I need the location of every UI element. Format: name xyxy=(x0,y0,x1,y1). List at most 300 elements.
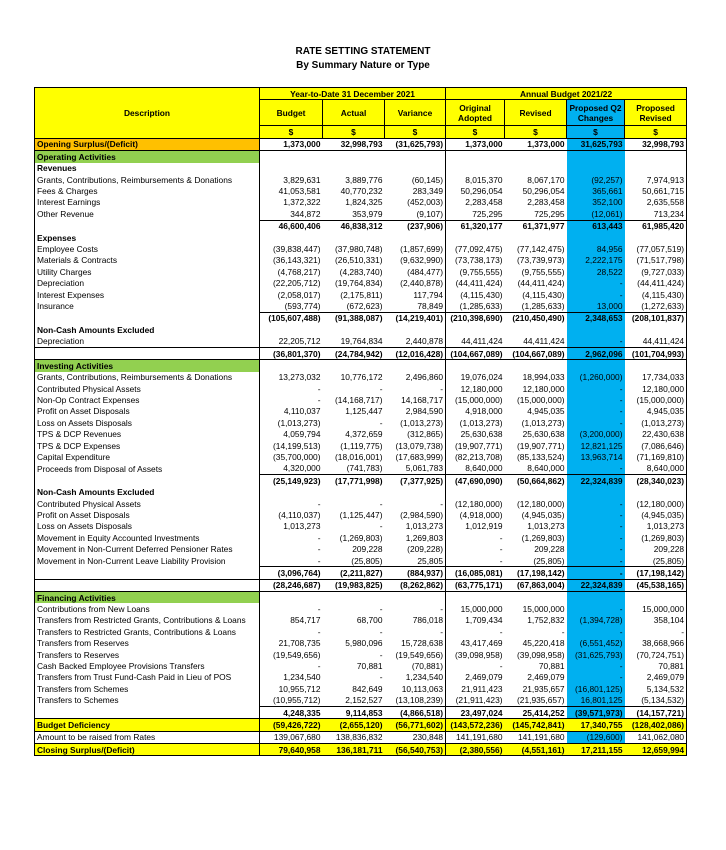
row-label: Contributed Physical Assets xyxy=(35,383,260,394)
cell-budget: 1,234,540 xyxy=(260,672,323,683)
header-annual-group: Annual Budget 2021/22 xyxy=(446,88,687,100)
cell-proposed-q2: - xyxy=(567,335,625,347)
cell-proposed-revised xyxy=(625,324,687,335)
cell-proposed-q2: - xyxy=(567,498,625,509)
cell-actual: (2,211,827) xyxy=(323,567,385,579)
cell-actual: 2,152,527 xyxy=(345,695,383,706)
cell-proposed-q2: 84,956 xyxy=(567,243,625,254)
cell-proposed-q2: - xyxy=(567,406,625,417)
statement-title: RATE SETTING STATEMENT xyxy=(295,46,431,57)
table-row xyxy=(35,289,687,300)
header-revised: Revised xyxy=(505,100,567,126)
cell-budget: (4,768,217) xyxy=(260,266,323,277)
row-label: Financing Activities xyxy=(35,592,260,604)
cell-original-adopted: (12,180,000) xyxy=(446,498,505,509)
table-row xyxy=(35,208,687,220)
cell-original-adopted: (82,213,708) xyxy=(446,451,505,462)
cell-actual xyxy=(323,151,385,163)
table-row xyxy=(35,567,687,579)
cell-revised: 25,630,638 xyxy=(522,429,565,440)
cell-revised: 141,191,680 xyxy=(505,731,567,743)
cell-variance xyxy=(385,151,446,163)
cell-proposed-q2: (1,394,728) xyxy=(567,615,625,626)
currency-label: $ xyxy=(505,126,567,138)
row-label: Movement in Non-Current Deferred Pensioner Rates xyxy=(35,543,260,554)
cell-proposed-revised: 61,985,420 xyxy=(625,220,687,232)
cell-variance: 786,018 xyxy=(412,615,444,626)
cell-proposed-revised: 44,411,424 xyxy=(625,335,687,347)
row-label: Grants, Contributions, Reimbursements & Donations xyxy=(35,174,260,185)
cell-original-adopted: 4,918,000 xyxy=(446,406,505,417)
cell-proposed-revised: 50,661,715 xyxy=(625,185,687,196)
header-ytd-group: Year-to-Date 31 December 2021 xyxy=(260,88,446,100)
cell-budget: (2,058,017) xyxy=(260,289,323,300)
cell-revised: 25,414,252 xyxy=(505,706,567,718)
cell-proposed-revised: 358,104 xyxy=(625,615,687,626)
cell-proposed-q2: 31,625,793 xyxy=(567,138,625,150)
cell-variance: (1,857,699) xyxy=(400,243,444,254)
cell-original-adopted: (77,092,475) xyxy=(446,243,505,254)
cell-variance: (17,683,999) xyxy=(395,452,444,463)
cell-actual: (2,655,120) xyxy=(323,719,385,731)
cell-variance: (4,866,518) xyxy=(385,706,446,718)
row-label: Loss on Assets Disposals xyxy=(35,417,260,428)
cell-variance: 2,440,878 xyxy=(405,336,444,347)
cell-revised: 61,371,977 xyxy=(505,220,567,232)
cell-budget: 46,600,406 xyxy=(260,220,323,232)
row-label: Transfers from Reserves xyxy=(35,638,260,649)
cell-actual: (672,623) xyxy=(346,300,383,311)
cell-original-adopted xyxy=(446,592,505,604)
cell-budget: (3,096,764) xyxy=(260,567,323,579)
cell-proposed-q2: - xyxy=(567,603,625,614)
row-label: Depreciation xyxy=(35,277,260,288)
cell-actual xyxy=(323,232,385,243)
currency-label: $ xyxy=(260,126,323,138)
cell-proposed-revised: (15,000,000) xyxy=(625,394,687,405)
cell-variance: (60,145) xyxy=(411,174,444,185)
cell-revised: (21,935,657) xyxy=(517,695,565,706)
row-label: Non-Cash Amounts Excluded xyxy=(35,324,260,335)
cell-revised: (4,551,161) xyxy=(505,744,567,756)
cell-revised: 12,180,000 xyxy=(522,383,565,394)
cell-revised: 1,752,832 xyxy=(527,615,565,626)
cell-original-adopted: - xyxy=(446,626,505,637)
row-label: TPS & DCP Expenses xyxy=(35,440,260,451)
cell-proposed-q2: 2,222,175 xyxy=(567,255,625,266)
cell-actual: (24,784,942) xyxy=(323,347,385,359)
cell-revised xyxy=(505,232,567,243)
cell-revised: (85,133,524) xyxy=(517,452,565,463)
cell-variance: 117,794 xyxy=(413,289,444,300)
table-row xyxy=(35,744,687,756)
cell-actual: 5,980,096 xyxy=(345,638,383,649)
cell-revised: 45,220,418 xyxy=(522,638,565,649)
table-row xyxy=(35,232,687,243)
cell-proposed-q2: (1,260,000) xyxy=(567,372,625,383)
cell-original-adopted: - xyxy=(446,555,505,567)
cell-actual: 1,125,447 xyxy=(345,406,383,417)
cell-original-adopted: 8,015,370 xyxy=(446,174,505,185)
row-label: Transfers to Restricted Grants, Contributions & Loans xyxy=(35,626,260,637)
cell-variance: (70,881) xyxy=(411,661,444,672)
cell-proposed-revised: (71,517,798) xyxy=(625,255,687,266)
table-row xyxy=(35,360,687,372)
row-label: Contributions from New Loans xyxy=(35,603,260,614)
cell-variance: 2,496,860 xyxy=(405,372,444,383)
cell-revised: (39,098,958) xyxy=(517,649,565,660)
table-row xyxy=(35,185,687,196)
cell-original-adopted: 44,411,424 xyxy=(446,335,505,347)
cell-proposed-revised: (25,805) xyxy=(625,555,687,567)
cell-actual: (19,764,834) xyxy=(335,278,383,289)
cell-budget: 1,013,273 xyxy=(260,521,323,532)
cell-proposed-q2 xyxy=(567,360,625,372)
cell-budget: 1,372,322 xyxy=(260,197,323,208)
cell-actual: (741,783) xyxy=(346,463,383,474)
cell-budget: (39,838,447) xyxy=(260,243,323,254)
cell-budget: 41,053,581 xyxy=(260,185,323,196)
table-row xyxy=(35,731,687,743)
cell-revised xyxy=(505,487,567,498)
cell-proposed-q2: (92,257) xyxy=(567,174,625,185)
table-row xyxy=(35,706,687,718)
cell-revised: 50,296,054 xyxy=(522,186,565,197)
cell-revised xyxy=(505,324,567,335)
cell-actual: - xyxy=(379,649,383,660)
cell-original-adopted: 1,012,919 xyxy=(446,521,505,532)
cell-proposed-revised: (9,727,033) xyxy=(625,266,687,277)
cell-budget: (19,549,656) xyxy=(260,649,323,660)
cell-proposed-revised: (1,013,273) xyxy=(625,417,687,428)
cell-original-adopted xyxy=(446,163,505,174)
cell-proposed-q2: - xyxy=(567,672,625,683)
table-row xyxy=(35,521,687,532)
cell-actual: 32,998,793 xyxy=(323,138,385,150)
cell-proposed-revised: 2,635,558 xyxy=(625,197,687,208)
cell-original-adopted: 19,076,024 xyxy=(446,372,505,383)
row-label xyxy=(35,579,260,591)
cell-variance xyxy=(385,232,446,243)
cell-proposed-revised: (4,945,035) xyxy=(625,509,687,520)
cell-actual: - xyxy=(379,417,383,428)
row-label: Interest Expenses xyxy=(35,289,260,300)
cell-actual: 136,181,711 xyxy=(323,744,385,756)
cell-proposed-q2: 16,801,125 xyxy=(567,695,625,707)
table-row xyxy=(35,277,687,288)
cell-budget: (4,110,037) xyxy=(260,509,323,520)
cell-variance: (19,549,656) xyxy=(395,649,444,660)
cell-original-adopted xyxy=(446,324,505,335)
cell-variance: (2,984,590) xyxy=(400,509,444,520)
cell-actual: - xyxy=(379,521,383,532)
cell-revised xyxy=(505,151,567,163)
cell-proposed-q2: 2,348,653 xyxy=(567,312,625,324)
cell-budget xyxy=(260,487,323,498)
cell-revised: 15,000,000 xyxy=(522,604,565,615)
table-row xyxy=(35,603,687,614)
cell-proposed-q2: 13,963,714 xyxy=(567,451,625,462)
cell-original-adopted: (9,755,555) xyxy=(446,266,505,277)
cell-proposed-q2: (6,551,452) xyxy=(567,638,625,649)
cell-original-adopted: 1,709,434 xyxy=(446,615,505,626)
cell-proposed-q2: - xyxy=(567,660,625,671)
cell-variance: 5,061,783 xyxy=(405,463,444,474)
cell-budget: 854,717 xyxy=(260,615,323,626)
cell-revised: (17,198,142) xyxy=(505,567,567,579)
cell-actual: - xyxy=(379,626,383,637)
cell-variance: 2,984,590 xyxy=(405,406,444,417)
cell-budget: (59,426,722) xyxy=(260,719,323,731)
row-label: Budget Deficiency xyxy=(35,719,260,731)
cell-proposed-revised: 5,134,532 xyxy=(625,683,687,694)
cell-variance xyxy=(385,592,446,604)
header-original-adopted: Original Adopted xyxy=(446,100,505,126)
row-label: Materials & Contracts xyxy=(35,255,260,266)
cell-budget xyxy=(260,151,323,163)
cell-actual: (17,771,998) xyxy=(323,475,385,487)
cell-variance: (7,377,925) xyxy=(385,475,446,487)
cell-actual: 4,372,659 xyxy=(345,429,383,440)
cell-revised: (15,000,000) xyxy=(517,395,565,406)
cell-proposed-revised: 1,013,273 xyxy=(625,521,687,532)
cell-budget: (25,149,923) xyxy=(260,475,323,487)
cell-proposed-revised: 22,430,638 xyxy=(625,429,687,440)
cell-proposed-revised: (44,411,424) xyxy=(625,277,687,288)
cell-original-adopted: (1,285,633) xyxy=(446,300,505,312)
cell-variance: (56,771,602) xyxy=(385,719,446,731)
cell-variance xyxy=(385,324,446,335)
cell-revised: (4,115,430) xyxy=(522,289,565,300)
cell-proposed-revised: (12,180,000) xyxy=(625,498,687,509)
row-label: Revenues xyxy=(35,163,260,174)
cell-proposed-q2: (39,571,973) xyxy=(567,706,625,718)
cell-variance xyxy=(385,360,446,372)
row-label: Transfers to Schemes xyxy=(35,695,260,707)
cell-budget: 10,955,712 xyxy=(260,683,323,694)
cell-budget: (1,013,273) xyxy=(260,417,323,428)
cell-proposed-revised: 8,640,000 xyxy=(625,463,687,475)
cell-revised: - xyxy=(561,626,565,637)
cell-variance: (9,632,990) xyxy=(400,255,444,266)
cell-proposed-q2 xyxy=(567,232,625,243)
cell-proposed-q2: (3,200,000) xyxy=(567,429,625,440)
table-row xyxy=(35,543,687,554)
table-row xyxy=(35,695,687,707)
cell-actual: 10,776,172 xyxy=(340,372,383,383)
cell-original-adopted: (39,098,958) xyxy=(446,649,505,660)
cell-revised: (44,411,424) xyxy=(517,278,565,289)
cell-budget: (14,199,513) xyxy=(260,440,323,451)
cell-proposed-q2: - xyxy=(567,543,625,554)
cell-proposed-revised: (77,057,519) xyxy=(625,243,687,254)
table-row xyxy=(35,660,687,671)
header-budget: Budget xyxy=(260,100,323,126)
table-row xyxy=(35,151,687,163)
cell-actual: (1,125,447) xyxy=(339,509,383,520)
table-row xyxy=(35,312,687,324)
cell-original-adopted: (21,911,423) xyxy=(446,695,505,707)
header-variance: Variance xyxy=(385,100,446,126)
cell-revised: (104,667,089) xyxy=(505,347,567,359)
table-row xyxy=(35,672,687,683)
cell-variance: (884,937) xyxy=(385,567,446,579)
cell-budget: - xyxy=(260,532,323,543)
cell-proposed-revised xyxy=(625,360,687,372)
row-label: Profit on Asset Disposals xyxy=(35,406,260,417)
row-label: Employee Costs xyxy=(35,243,260,254)
cell-variance: (13,108,239) xyxy=(395,695,444,706)
header-actual: Actual xyxy=(323,100,385,126)
cell-original-adopted: 141,191,680 xyxy=(446,731,505,743)
table-row xyxy=(35,383,687,394)
row-label: Utility Charges xyxy=(35,266,260,277)
row-label: Depreciation xyxy=(35,335,260,347)
cell-original-adopted: 15,000,000 xyxy=(446,603,505,614)
cell-original-adopted: - xyxy=(446,543,505,554)
cell-original-adopted: (210,398,690) xyxy=(446,312,505,324)
cell-original-adopted: 25,630,638 xyxy=(446,429,505,440)
cell-revised: (25,805) xyxy=(533,555,565,566)
row-label: Investing Activities xyxy=(35,360,260,372)
cell-actual: - xyxy=(379,383,383,394)
cell-proposed-revised: (5,134,532) xyxy=(625,695,687,707)
cell-proposed-revised: (1,272,633) xyxy=(625,300,687,312)
cell-proposed-revised: 209,228 xyxy=(625,543,687,554)
cell-proposed-revised: (70,724,751) xyxy=(625,649,687,660)
cell-actual xyxy=(323,163,385,174)
cell-revised: 8,067,170 xyxy=(527,174,565,185)
cell-budget: (36,801,370) xyxy=(260,347,323,359)
cell-variance: 78,849 xyxy=(417,300,444,311)
table-row xyxy=(35,532,687,543)
header-proposed-q2: Proposed Q2 Changes xyxy=(567,100,625,126)
cell-budget: - xyxy=(260,660,323,671)
cell-variance: (14,219,401) xyxy=(385,312,446,324)
table-row xyxy=(35,579,687,591)
cell-variance: - xyxy=(440,498,444,509)
cell-revised: (67,863,004) xyxy=(505,579,567,591)
table-row xyxy=(35,220,687,232)
cell-revised: 18,994,033 xyxy=(522,372,565,383)
cell-budget: 13,273,032 xyxy=(260,372,323,383)
cell-budget: (105,607,488) xyxy=(260,312,323,324)
cell-proposed-revised xyxy=(625,232,687,243)
cell-revised: (12,180,000) xyxy=(517,498,565,509)
cell-proposed-q2: 352,100 xyxy=(567,197,625,208)
cell-revised: 2,283,458 xyxy=(527,197,565,208)
cell-budget: - xyxy=(260,498,323,509)
cell-actual xyxy=(323,487,385,498)
cell-proposed-q2: (16,801,125) xyxy=(567,683,625,694)
cell-revised: (4,945,035) xyxy=(521,509,565,520)
cell-revised: (1,285,633) xyxy=(521,300,565,311)
cell-revised: (9,755,555) xyxy=(521,266,565,277)
cell-actual xyxy=(323,360,385,372)
cell-original-adopted: 2,469,079 xyxy=(446,672,505,683)
cell-proposed-revised: 12,659,994 xyxy=(625,744,687,756)
cell-actual: 3,889,776 xyxy=(345,174,383,185)
cell-revised: 44,411,424 xyxy=(523,336,565,347)
table-row xyxy=(35,243,687,254)
cell-proposed-q2: - xyxy=(567,555,625,567)
cell-revised: 2,469,079 xyxy=(527,672,565,683)
cell-budget: 344,872 xyxy=(260,208,323,220)
table-row xyxy=(35,324,687,335)
cell-variance: (8,262,862) xyxy=(385,579,446,591)
cell-original-adopted xyxy=(446,232,505,243)
cell-proposed-revised xyxy=(625,487,687,498)
cell-revised xyxy=(505,592,567,604)
table-row xyxy=(35,197,687,208)
table-row xyxy=(35,509,687,520)
cell-actual: (26,510,331) xyxy=(335,255,383,266)
cell-variance xyxy=(385,487,446,498)
cell-variance: (56,540,753) xyxy=(385,744,446,756)
row-label: Interest Earnings xyxy=(35,197,260,208)
cell-proposed-revised: 141,062,080 xyxy=(625,731,687,743)
table-row xyxy=(35,138,687,150)
row-label: Transfers from Trust Fund-Cash Paid in Lieu of POS xyxy=(35,672,260,683)
cell-variance: 1,269,803 xyxy=(405,532,444,543)
row-label: Movement in Equity Accounted Investments xyxy=(35,532,260,543)
cell-actual: 353,979 xyxy=(352,208,383,219)
cell-original-adopted: 725,295 xyxy=(446,208,505,220)
cell-proposed-revised: (14,157,721) xyxy=(625,706,687,718)
row-label: Insurance xyxy=(35,300,260,312)
cell-actual: 70,881 xyxy=(356,661,383,672)
table-row xyxy=(35,335,687,347)
cell-variance: 1,234,540 xyxy=(405,672,444,683)
cell-proposed-revised: 2,469,079 xyxy=(625,672,687,683)
cell-original-adopted: 8,640,000 xyxy=(446,463,505,475)
table-row xyxy=(35,638,687,649)
cell-original-adopted: (47,690,090) xyxy=(446,475,505,487)
table-row xyxy=(35,615,687,626)
row-label xyxy=(35,220,260,232)
cell-variance: 15,728,638 xyxy=(401,638,444,649)
cell-proposed-revised: 38,668,966 xyxy=(625,638,687,649)
row-label: Loss on Assets Disposals xyxy=(35,521,260,532)
cell-proposed-q2: - xyxy=(567,277,625,288)
table-row xyxy=(35,475,687,487)
cell-budget xyxy=(260,360,323,372)
row-label xyxy=(35,347,260,359)
table-row xyxy=(35,417,687,428)
table-row xyxy=(35,487,687,498)
cell-revised: 1,373,000 xyxy=(505,138,567,150)
cell-actual: 842,649 xyxy=(352,683,383,694)
cell-variance: 230,848 xyxy=(385,731,446,743)
cell-revised: (1,013,273) xyxy=(521,417,565,428)
cell-proposed-q2 xyxy=(567,592,625,604)
cell-variance: 1,013,273 xyxy=(405,521,444,532)
cell-proposed-revised: - xyxy=(625,626,687,637)
table-row xyxy=(35,174,687,185)
cell-revised: 4,945,035 xyxy=(527,406,565,417)
cell-variance: 10,113,063 xyxy=(401,683,444,694)
cell-proposed-revised xyxy=(625,151,687,163)
cell-proposed-q2: - xyxy=(567,463,625,475)
cell-proposed-revised: 713,234 xyxy=(625,208,687,220)
cell-original-adopted: 43,417,469 xyxy=(446,638,505,649)
table-row xyxy=(35,255,687,266)
cell-variance: (452,003) xyxy=(407,197,444,208)
row-label: Expenses xyxy=(35,232,260,243)
cell-original-adopted xyxy=(446,487,505,498)
cell-original-adopted: 2,283,458 xyxy=(446,197,505,208)
cell-proposed-q2: 613,443 xyxy=(567,220,625,232)
